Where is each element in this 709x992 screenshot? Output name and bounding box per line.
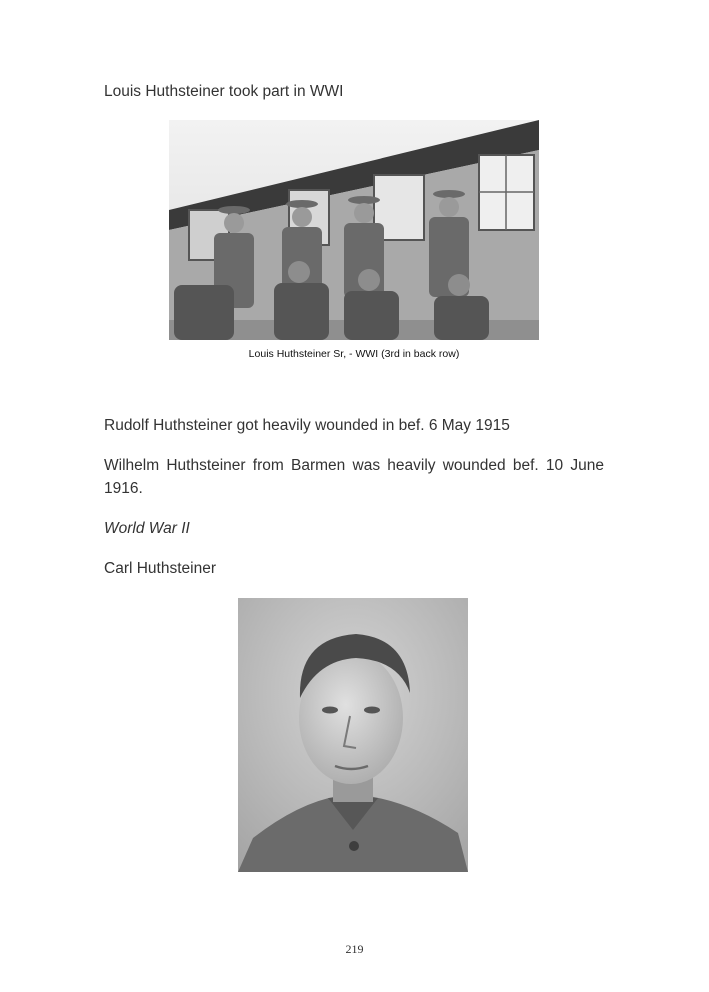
photo-caption-wwi: Louis Huthsteiner Sr, - WWI (3rd in back row) [248,348,460,360]
page-number: 219 [345,942,364,956]
heading-world-war-ii: World War II [104,520,190,537]
paragraph-carl: Carl Huthsteiner [104,560,216,577]
paragraph-wilhelm: Wilhelm Huthsteiner from Barmen was heavily wounded bef. 10 June 1916. [104,457,604,497]
paragraph-rudolf: Rudolf Huthsteiner got heavily wounded in bef. 6 May 1915 [104,417,510,434]
portrait-photo-image [238,598,468,872]
portrait-photo-carl [238,598,468,872]
paragraph-louis: Louis Huthsteiner took part in WWI [104,83,344,100]
group-photo-wwi [169,120,539,340]
group-photo-image [169,120,539,340]
